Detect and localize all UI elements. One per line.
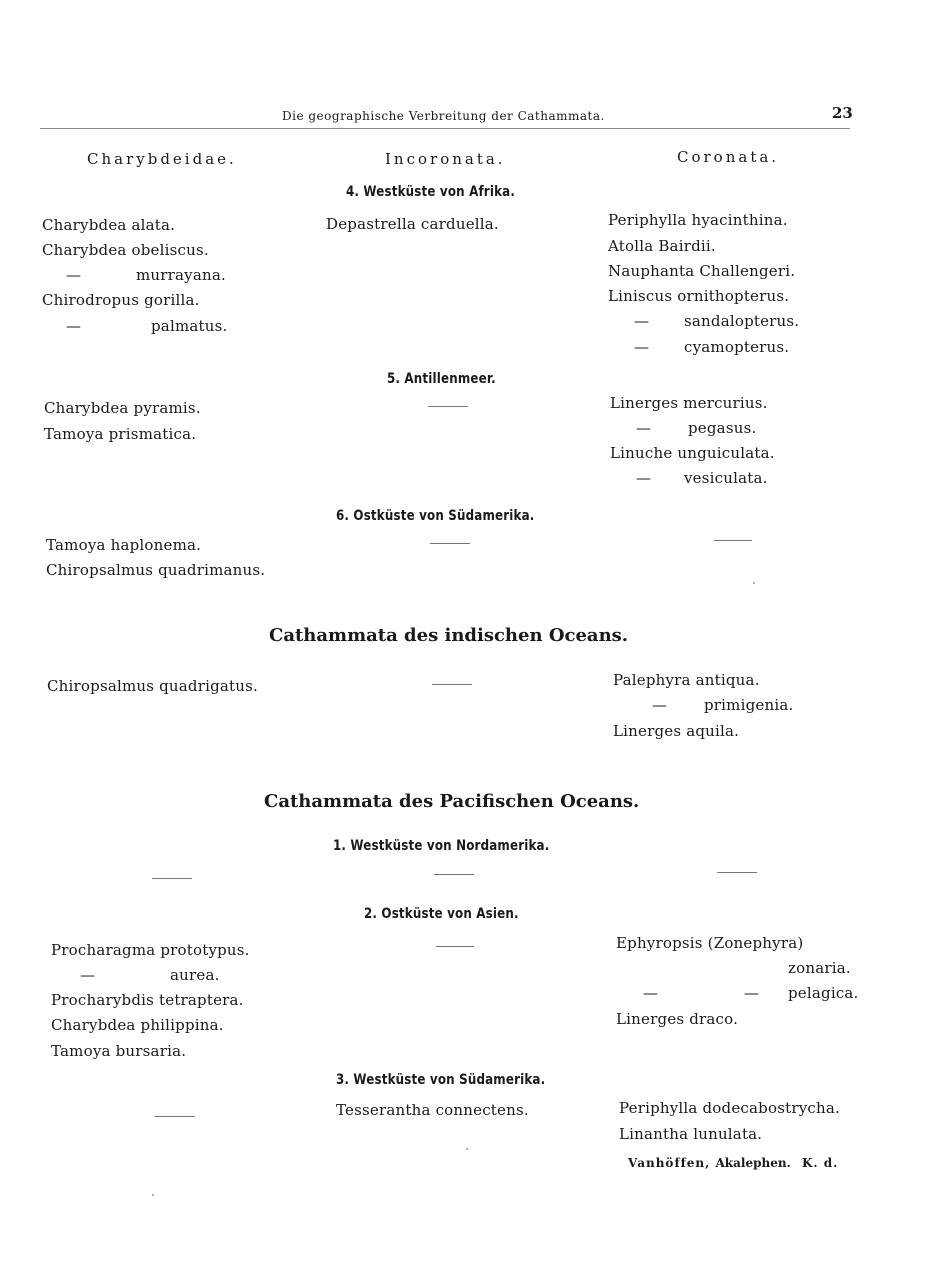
empty-dash: [432, 684, 472, 685]
species-entry: Charybdea obeliscus.: [42, 241, 209, 259]
page-number: 23: [832, 104, 853, 122]
ditto-dash: —: [744, 984, 760, 1002]
species-entry: Tamoya prismatica.: [44, 425, 197, 443]
species-entry: pegasus.: [688, 419, 757, 437]
ditto-dash: —: [66, 266, 82, 284]
species-entry: Palephyra antiqua.: [613, 671, 760, 689]
species-entry: Chiropsalmus quadrigatus.: [47, 677, 259, 695]
ditto-dash: —: [80, 966, 96, 984]
section-heading-antillenmeer: 5. Antillenmeer.: [387, 371, 496, 387]
species-entry: Ephyropsis (Zonephyra): [616, 934, 804, 952]
speck: [466, 1148, 468, 1150]
heading-pazifischer-ozean: Cathammata des Pacifischen Oceans.: [264, 791, 640, 812]
species-entry: Liniscus ornithopterus.: [608, 287, 790, 305]
species-entry: Linerges aquila.: [613, 722, 740, 740]
empty-dash: [434, 874, 474, 875]
species-entry: palmatus.: [151, 317, 228, 335]
species-entry: pelagica.: [788, 984, 859, 1002]
section-heading-ostkueste-suedamerika: 6. Ostküste von Südamerika.: [336, 508, 535, 524]
ditto-dash: —: [634, 312, 650, 330]
section-heading-westkueste-suedamerika: 3. Westküste von Südamerika.: [336, 1072, 546, 1088]
empty-dash: [430, 543, 470, 544]
footer-author: Vanhöffen,: [628, 1156, 711, 1170]
ditto-dash: —: [652, 696, 668, 714]
species-entry: Periphylla hyacinthina.: [608, 211, 788, 229]
empty-dash: [428, 406, 468, 407]
section-heading-ostkueste-asien: 2. Ostküste von Asien.: [364, 906, 519, 922]
species-entry: Tamoya bursaria.: [51, 1042, 187, 1060]
species-entry: Depastrella carduella.: [326, 215, 499, 233]
species-entry: Procharagma prototypus.: [51, 941, 250, 959]
species-entry: Periphylla dodecabostrycha.: [619, 1099, 840, 1117]
heading-indischer-ozean: Cathammata des indischen Oceans.: [269, 625, 629, 646]
species-entry: Charybdea philippina.: [51, 1016, 224, 1034]
section-heading-westkueste-nordamerika: 1. Westküste von Nordamerika.: [333, 838, 550, 854]
footer-signature: [628, 1156, 838, 1170]
ditto-dash: —: [66, 317, 82, 335]
species-entry: Linuche unguiculata.: [610, 444, 775, 462]
ditto-dash: —: [636, 469, 652, 487]
species-entry: Chiropsalmus quadrimanus.: [46, 561, 266, 579]
species-entry: Charybdea pyramis.: [44, 399, 201, 417]
empty-dash: [436, 946, 474, 947]
species-entry: sandalopterus.: [684, 312, 800, 330]
column-heading-coronata: Coronata.: [677, 148, 780, 166]
species-entry: murrayana.: [136, 266, 226, 284]
species-entry: Tamoya haplonema.: [46, 536, 202, 554]
section-heading-westkueste-afrika: 4. Westküste von Afrika.: [346, 184, 516, 200]
empty-dash: [717, 872, 757, 873]
ditto-dash: —: [636, 419, 652, 437]
speck: [152, 1194, 154, 1196]
column-heading-incoronata: Incoronata.: [385, 150, 506, 168]
speck: [753, 582, 755, 584]
species-entry: primigenia.: [704, 696, 794, 714]
species-entry: Charybdea alata.: [42, 216, 176, 234]
species-entry: Chirodropus gorilla.: [42, 291, 200, 309]
empty-dash: [155, 1116, 195, 1117]
ditto-dash: —: [643, 984, 659, 1002]
column-heading-charybdeidae: Charybdeidae.: [87, 150, 237, 168]
species-entry: zonaria.: [788, 959, 851, 977]
running-title: Die geographische Verbreitung der Cathammata.: [282, 109, 605, 123]
footer-sig: K. d.: [801, 1156, 839, 1170]
footer-title: Akalephen.: [715, 1156, 791, 1170]
header-rule: [40, 128, 850, 129]
empty-dash: [714, 540, 752, 541]
species-entry: Linerges draco.: [616, 1010, 739, 1028]
species-entry: Nauphanta Challengeri.: [608, 262, 796, 280]
ditto-dash: —: [634, 338, 650, 356]
species-entry: vesiculata.: [684, 469, 768, 487]
species-entry: Tesserantha connectens.: [336, 1101, 529, 1119]
species-entry: aurea.: [170, 966, 220, 984]
species-entry: Linerges mercurius.: [610, 394, 768, 412]
species-entry: Linantha lunulata.: [619, 1125, 763, 1143]
species-entry: Atolla Bairdii.: [608, 237, 716, 255]
species-entry: cyamopterus.: [684, 338, 790, 356]
species-entry: Procharybdis tetraptera.: [51, 991, 244, 1009]
empty-dash: [152, 878, 192, 879]
